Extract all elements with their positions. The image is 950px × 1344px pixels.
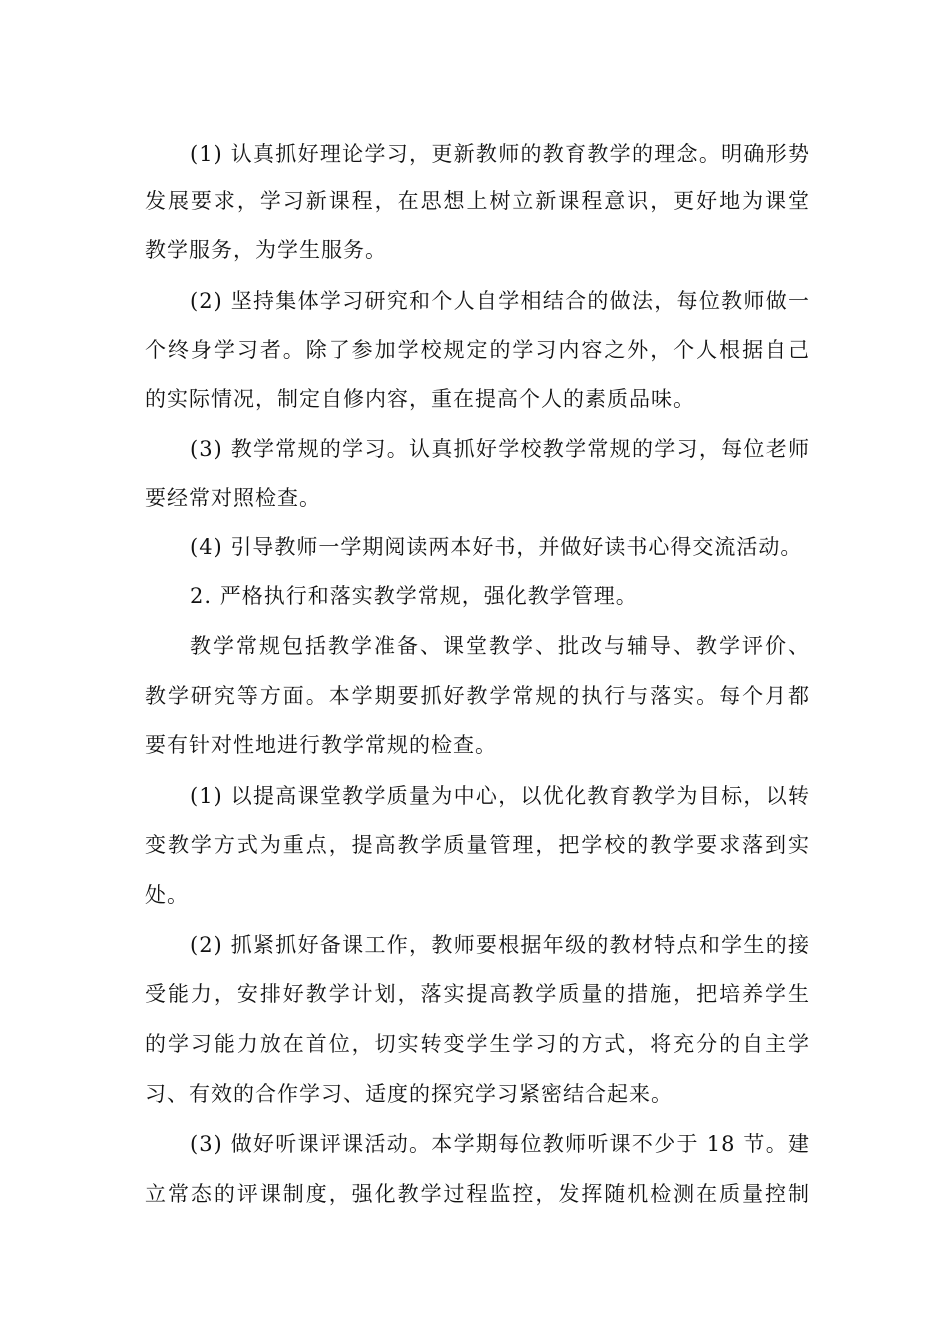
text-line: 习、有效的合作学习、适度的探究学习紧密结合起来。 <box>145 1082 673 1106</box>
text-line: (1) 以提高课堂教学质量为中心，以优化教育教学为目标，以转 <box>190 784 810 808</box>
text-line: 受能力，安排好教学计划，落实提高教学质量的措施，把培养学生 <box>145 982 810 1006</box>
text-line: 要经常对照检查。 <box>145 486 321 510</box>
text-line: (3) 做好听课评课活动。本学期每位教师听课不少于 18 节。建 <box>190 1132 810 1156</box>
text-line: (2) 抓紧抓好备课工作，教师要根据年级的教材特点和学生的接 <box>190 933 810 957</box>
text-line: 的学习能力放在首位，切实转变学生学习的方式，将充分的自主学 <box>145 1032 810 1056</box>
text-line: 变教学方式为重点，提高教学质量管理，把学校的教学要求落到实 <box>145 833 810 857</box>
text-line: 发展要求，学习新课程，在思想上树立新课程意识，更好地为课堂 <box>145 189 810 213</box>
text-line: 的实际情况，制定自修内容，重在提高个人的素质品味。 <box>145 387 695 411</box>
text-line: (2) 坚持集体学习研究和个人自学相结合的做法，每位教师做一 <box>190 289 810 313</box>
text-line: 教学服务，为学生服务。 <box>145 238 387 262</box>
text-line: 要有针对性地进行教学常规的检查。 <box>145 733 497 757</box>
text-line: 教学常规包括教学准备、课堂教学、批改与辅导、教学评价、 <box>190 634 810 658</box>
text-line: (1) 认真抓好理论学习，更新教师的教育教学的理念。明确形势 <box>190 142 810 166</box>
text-line: 个终身学习者。除了参加学校规定的学习内容之外，个人根据自己 <box>145 338 810 362</box>
text-line: (4) 引导教师一学期阅读两本好书，并做好读书心得交流活动。 <box>190 535 803 559</box>
text-line: 处。 <box>145 883 189 907</box>
text-line: (3) 教学常规的学习。认真抓好学校教学常规的学习，每位老师 <box>190 437 810 461</box>
text-line: 立常态的评课制度，强化教学过程监控，发挥随机检测在质量控制 <box>145 1182 810 1206</box>
text-line: 教学研究等方面。本学期要抓好教学常规的执行与落实。每个月都 <box>145 684 810 708</box>
section-heading: 2. 严格执行和落实教学常规，强化教学管理。 <box>190 584 638 608</box>
